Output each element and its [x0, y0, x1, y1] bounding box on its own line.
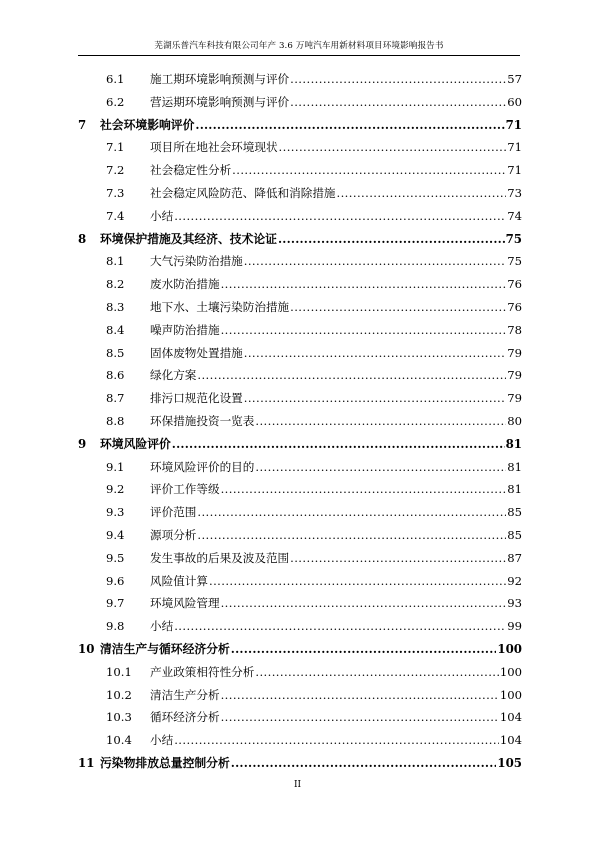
table-of-contents: [78, 68, 522, 775]
toc-section-entry[interactable]: [78, 319, 522, 342]
toc-dot-leader: [197, 364, 506, 387]
toc-entry-title: 源项分析: [150, 527, 197, 542]
toc-entry-page: 78: [507, 322, 522, 337]
toc-entry-title: 施工期环境影响预测与评价: [150, 72, 290, 86]
toc-entry-title: 绿化方案: [150, 368, 197, 383]
toc-section-entry[interactable]: [78, 410, 522, 433]
toc-entry-title: 营运期环境影响预测与评价: [150, 94, 290, 109]
toc-entry-title: 地下水、土壤污染防治措施: [150, 299, 290, 314]
toc-entry-page: 76: [507, 277, 522, 292]
toc-entry-page: 100: [497, 641, 522, 656]
toc-entry-title: 环境风险管理: [150, 596, 220, 611]
toc-entry-number: 10.4: [106, 733, 132, 748]
toc-section-entry[interactable]: [78, 456, 522, 479]
toc-entry-page: 104: [499, 733, 522, 748]
toc-entry-page: 74: [507, 208, 522, 223]
toc-entry-page: 57: [507, 72, 522, 86]
toc-dot-leader: [244, 342, 506, 365]
toc-entry-number: 9.6: [106, 573, 125, 588]
toc-entry-page: 104: [499, 710, 522, 725]
toc-dot-leader: [290, 68, 506, 91]
toc-dot-leader: [255, 661, 499, 684]
toc-entry-number: 9.1: [106, 459, 125, 474]
toc-entry-number: 9.4: [106, 527, 125, 542]
toc-entry-title: 环境风险评价: [100, 436, 171, 451]
toc-entry-title: 环境风险评价的目的: [150, 459, 255, 474]
toc-chapter-entry[interactable]: [78, 638, 522, 661]
toc-entry-page: 79: [507, 368, 522, 383]
toc-entry-title: 环境保护措施及其经济、技术论证: [100, 231, 277, 246]
toc-entry-number: 10.2: [106, 687, 132, 702]
toc-entry-number: 9: [78, 436, 87, 451]
toc-dot-leader: [290, 547, 506, 570]
toc-entry-page: 71: [505, 117, 522, 132]
toc-dot-leader: [221, 273, 507, 296]
toc-entry-page: 93: [507, 596, 522, 611]
toc-entry-number: 8.5: [106, 345, 125, 360]
toc-entry-number: 10.3: [106, 710, 132, 725]
toc-entry-number: 7.4: [106, 208, 125, 223]
toc-entry-page: 85: [507, 527, 522, 542]
toc-section-entry[interactable]: [78, 182, 522, 205]
toc-section-entry[interactable]: [78, 387, 522, 410]
toc-entry-title: 清洁生产分析: [150, 687, 220, 702]
toc-entry-number: 8.3: [106, 299, 125, 314]
toc-entry-title: 社会稳定风险防范、降低和消除措施: [150, 185, 336, 200]
toc-entry-number: 9.5: [106, 550, 125, 565]
toc-entry-page: 99: [507, 619, 522, 634]
toc-entry-page: 80: [507, 413, 522, 428]
page-number: II: [293, 780, 302, 790]
toc-entry-title: 小结: [150, 619, 174, 634]
toc-entry-number: 7.2: [106, 163, 125, 178]
toc-entry-title: 社会稳定性分析: [150, 163, 232, 178]
toc-entry-number: 8.6: [106, 368, 125, 383]
toc-dot-leader: [290, 91, 506, 114]
toc-entry-page: 85: [507, 505, 522, 520]
toc-dot-leader: [195, 114, 504, 137]
toc-entry-number: 10: [78, 641, 95, 656]
toc-entry-number: 8.7: [106, 391, 125, 406]
toc-dot-leader: [174, 729, 499, 752]
toc-section-entry[interactable]: [78, 342, 522, 365]
toc-dot-leader: [255, 456, 506, 479]
toc-section-entry[interactable]: [78, 592, 522, 615]
toc-entry-number: 6.1: [106, 72, 125, 86]
toc-entry-page: 71: [507, 140, 522, 155]
toc-section-entry[interactable]: [78, 296, 522, 319]
toc-section-entry[interactable]: [78, 684, 522, 707]
toc-entry-page: 60: [507, 94, 522, 109]
toc-entry-title: 废水防治措施: [150, 277, 220, 292]
toc-entry-title: 风险值计算: [150, 573, 208, 588]
toc-entry-title: 发生事故的后果及波及范围: [150, 550, 290, 565]
toc-entry-page: 75: [507, 254, 522, 269]
toc-chapter-entry[interactable]: [78, 228, 522, 251]
toc-entry-page: 81: [507, 482, 522, 497]
toc-chapter-entry[interactable]: [78, 433, 522, 456]
toc-dot-leader: [231, 752, 497, 775]
toc-entry-title: 噪声防治措施: [150, 322, 220, 337]
header-rule: [78, 55, 520, 56]
toc-section-entry[interactable]: [78, 706, 522, 729]
toc-dot-leader: [278, 228, 505, 251]
toc-entry-number: 8.2: [106, 277, 125, 292]
toc-entry-number: 6.2: [106, 94, 125, 109]
toc-entry-number: 10.1: [106, 664, 132, 679]
toc-entry-page: 81: [505, 436, 522, 451]
toc-section-entry[interactable]: [78, 136, 522, 159]
toc-entry-page: 79: [507, 345, 522, 360]
toc-section-entry[interactable]: [78, 478, 522, 501]
toc-dot-leader: [255, 410, 506, 433]
toc-entry-title: 产业政策相符性分析: [150, 664, 255, 679]
toc-dot-leader: [231, 638, 497, 661]
toc-dot-leader: [174, 205, 506, 228]
toc-entry-number: 8.1: [106, 254, 125, 269]
toc-section-entry[interactable]: [78, 547, 522, 570]
toc-dot-leader: [221, 592, 507, 615]
toc-section-entry[interactable]: [78, 364, 522, 387]
toc-entry-title: 固体废物处置措施: [150, 345, 243, 360]
toc-entry-number: 8.8: [106, 413, 125, 428]
toc-dot-leader: [244, 250, 506, 273]
toc-section-entry[interactable]: [78, 91, 522, 114]
toc-section-entry[interactable]: [78, 159, 522, 182]
toc-section-entry[interactable]: [78, 615, 522, 638]
toc-entry-title: 排污口规范化设置: [150, 391, 243, 406]
toc-entry-title: 评价工作等级: [150, 482, 220, 497]
toc-entry-title: 社会环境影响评价: [100, 117, 195, 132]
toc-dot-leader: [221, 684, 499, 707]
toc-entry-title: 污染物排放总量控制分析: [100, 755, 230, 770]
toc-entry-title: 环保措施投资一览表: [150, 413, 255, 428]
toc-entry-title: 小结: [150, 208, 174, 223]
toc-dot-leader: [221, 706, 499, 729]
toc-entry-page: 105: [497, 755, 522, 770]
toc-dot-leader: [197, 501, 506, 524]
toc-section-entry[interactable]: [78, 570, 522, 593]
toc-entry-page: 73: [507, 185, 522, 200]
toc-entry-number: 11: [78, 755, 95, 770]
toc-entry-number: 8: [78, 231, 87, 246]
running-header: 芜湖乐普汽车科技有限公司年产 3.6 万吨汽车用新材料项目环境影响报告书: [154, 41, 444, 51]
toc-entry-title: 大气污染防治措施: [150, 254, 243, 269]
toc-section-entry[interactable]: [78, 524, 522, 547]
toc-section-entry[interactable]: [78, 729, 522, 752]
toc-entry-page: 87: [507, 550, 522, 565]
toc-entry-page: 100: [499, 664, 522, 679]
toc-entry-page: 71: [507, 163, 522, 178]
toc-entry-page: 79: [507, 391, 522, 406]
toc-entry-number: 9.7: [106, 596, 125, 611]
toc-dot-leader: [337, 182, 507, 205]
toc-entry-title: 项目所在地社会环境现状: [150, 140, 278, 155]
toc-chapter-entry[interactable]: [78, 114, 522, 137]
toc-section-entry[interactable]: [78, 273, 522, 296]
toc-entry-number: 7.3: [106, 185, 125, 200]
toc-section-entry[interactable]: [78, 661, 522, 684]
toc-entry-title: 循环经济分析: [150, 710, 220, 725]
toc-entry-number: 9.3: [106, 505, 125, 520]
toc-dot-leader: [172, 433, 505, 456]
toc-section-entry[interactable]: [78, 68, 522, 91]
toc-section-entry[interactable]: [78, 250, 522, 273]
toc-dot-leader: [174, 615, 506, 638]
toc-entry-title: 评价范围: [150, 505, 197, 520]
toc-dot-leader: [290, 296, 506, 319]
toc-entry-page: 76: [507, 299, 522, 314]
toc-entry-title: 清洁生产与循环经济分析: [100, 641, 230, 656]
toc-entry-number: 8.4: [106, 322, 125, 337]
toc-entry-page: 81: [507, 459, 522, 474]
toc-dot-leader: [197, 524, 506, 547]
toc-entry-number: 7: [78, 117, 87, 132]
toc-entry-number: 9.8: [106, 619, 125, 634]
toc-section-entry[interactable]: [78, 501, 522, 524]
toc-entry-page: 75: [505, 231, 522, 246]
toc-dot-leader: [221, 478, 507, 501]
toc-dot-leader: [279, 136, 507, 159]
toc-dot-leader: [221, 319, 507, 342]
toc-dot-leader: [209, 570, 506, 593]
toc-chapter-entry[interactable]: [78, 752, 522, 775]
toc-dot-leader: [244, 387, 506, 410]
toc-entry-number: 7.1: [106, 140, 125, 155]
toc-dot-leader: [232, 159, 506, 182]
toc-entry-title: 小结: [150, 733, 174, 748]
toc-section-entry[interactable]: [78, 205, 522, 228]
toc-entry-page: 92: [507, 573, 522, 588]
toc-entry-number: 9.2: [106, 482, 125, 497]
toc-entry-page: 100: [499, 687, 522, 702]
